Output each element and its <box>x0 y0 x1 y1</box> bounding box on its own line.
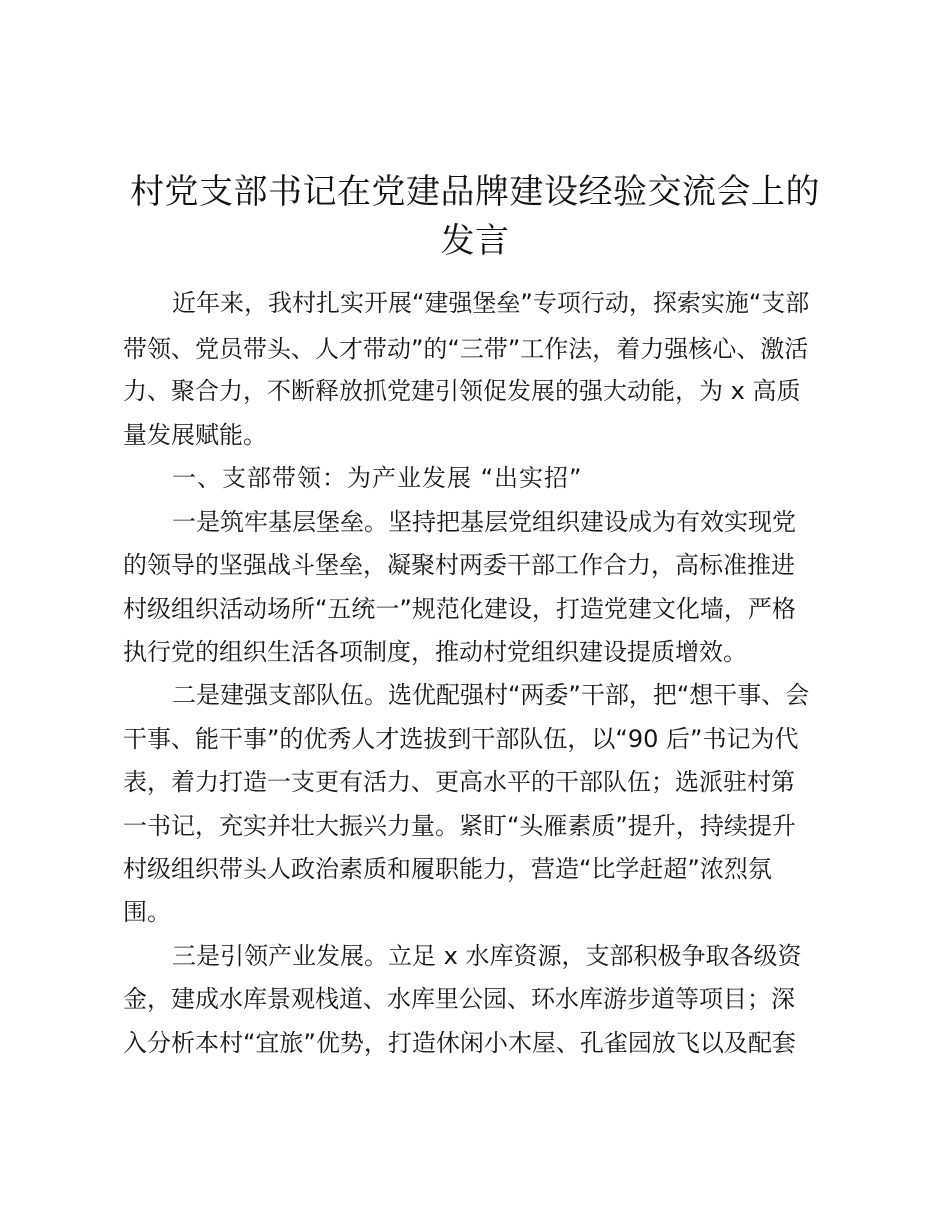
paragraph-intro-line: 近年来，我村扎实开展“建强堡垒”专项行动，探索实施“支部 <box>172 289 810 317</box>
paragraph-line: 的领导的坚强战斗堡垒，凝聚村两委干部工作合力，高标准推进 <box>123 551 795 579</box>
paragraph-line: 围。 <box>123 898 171 926</box>
document-title-line-1: 村党支部书记在党建品牌建设经验交流会上的 <box>130 172 820 212</box>
paragraph-line: 入分析本村“宜旅”优势，打造休闲小木屋、孔雀园放飞以及配套 <box>123 1029 796 1057</box>
section-heading: 一、支部带领：为产业发展 “出实招” <box>172 464 583 492</box>
paragraph-line: 三是引领产业发展。立足 x 水库资源，支部积极争取各级资 <box>172 942 802 970</box>
paragraph-intro-line: 量发展赋能。 <box>123 421 267 449</box>
paragraph-intro-line: 力、聚合力，不断释放抓党建引领促发展的强大动能，为 x 高质 <box>123 377 801 405</box>
paragraph-intro-line: 带领、党员带头、人才带动”的“三带”工作法，着力强核心、激活 <box>123 335 809 363</box>
paragraph-line: 村级组织活动场所“五统一”规范化建设，打造党建文化墙，严格 <box>123 595 796 623</box>
paragraph-line: 执行党的组织生活各项制度，推动村党组织建设提质增效。 <box>123 638 747 666</box>
paragraph-line: 金，建成水库景观栈道、水库里公园、环水库游步道等项目；深 <box>123 985 795 1013</box>
paragraph-line: 一书记，充实并壮大振兴力量。紧盯“头雁素质”提升，持续提升 <box>123 812 796 840</box>
paragraph-line: 表，着力打造一支更有活力、更高水平的干部队伍；选派驻村第 <box>123 768 795 796</box>
document-title-line-2: 发言 <box>440 221 510 261</box>
paragraph-line: 二是建强支部队伍。选优配强村“两委”干部，把“想干事、会 <box>172 681 810 709</box>
paragraph-line: 干事、能干事”的优秀人才选拔到干部队伍，以“90 后”书记为代 <box>123 725 799 753</box>
paragraph-line: 村级组织带头人政治素质和履职能力，营造“比学赶超”浓烈氛 <box>123 855 772 883</box>
paragraph-line: 一是筑牢基层堡垒。坚持把基层党组织建设成为有效实现党 <box>172 508 796 536</box>
